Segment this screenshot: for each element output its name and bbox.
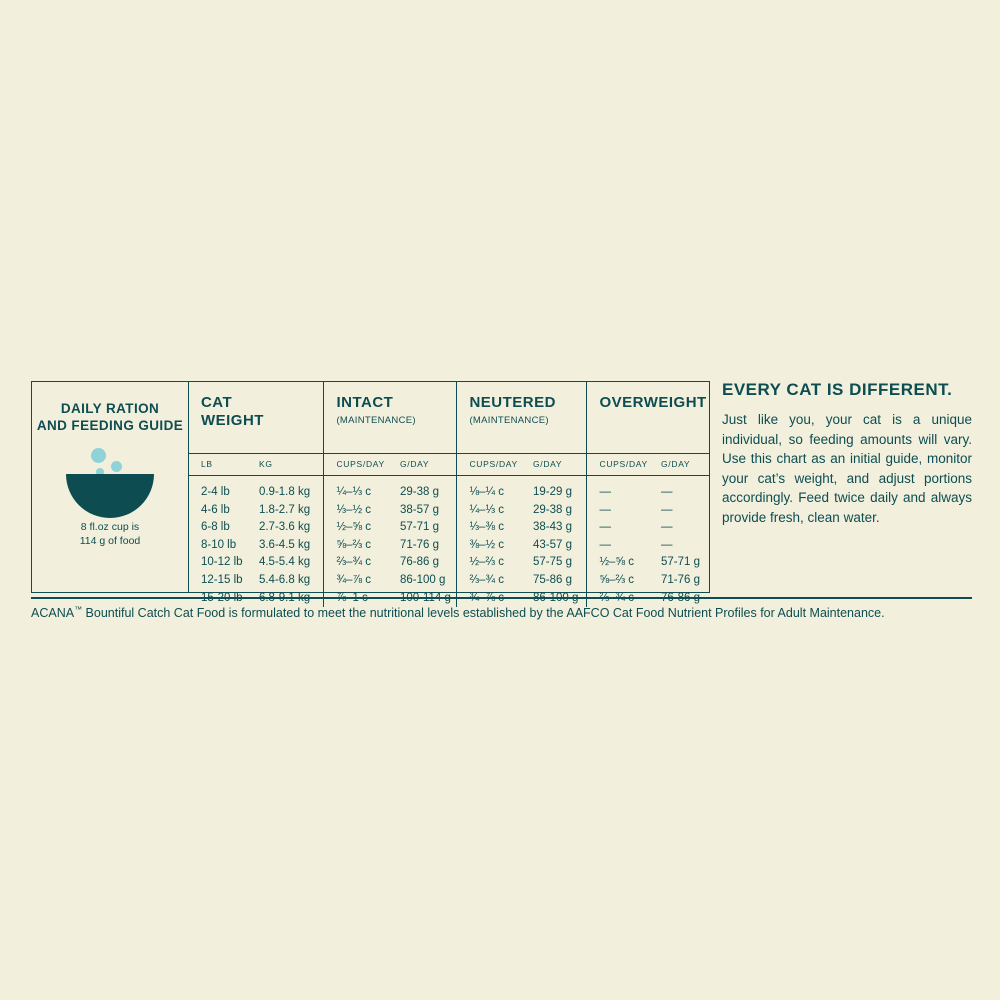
cell-intact-grams: 57-71 g	[399, 521, 439, 534]
group-header-overweight	[587, 382, 709, 454]
cell-overweight-grams: —	[660, 486, 673, 498]
cell-weight-lb: 4-6 lb	[200, 503, 230, 516]
cell-overweight-cups: ⅝–⅔ c	[587, 572, 653, 590]
column-header-intact-grams: G/DAY	[392, 454, 457, 476]
column-header-lb: LB	[189, 454, 251, 476]
cell-overweight-cups: ½–⅝ c	[587, 554, 653, 572]
cell-neutered-cups: ⅛–¼ c	[457, 476, 525, 502]
cell-neutered-grams: 75-86 g	[532, 573, 572, 586]
section-body: Just like you, your cat is a unique individual, so feeding amounts will vary. Use this chart as an initial guide, monitor your cat’s weight, and adjust portions accordingly. Feed twice daily and always provide fresh, clean water.	[722, 412, 972, 525]
cup-note-line1: 8 fl.oz cup is	[80, 521, 140, 533]
table-column-header-row	[189, 454, 709, 476]
group-header-sub: (MAINTENANCE)	[469, 415, 549, 426]
cell-weight-kg: 1.8-2.7 kg	[258, 503, 311, 516]
cell-neutered-grams: 38-43 g	[532, 521, 572, 534]
column-header-overweight-grams: G/DAY	[653, 454, 709, 476]
cell-intact-grams: 71-76 g	[399, 538, 439, 551]
table-row	[189, 502, 709, 520]
cell-weight-kg: 4.5-5.4 kg	[258, 556, 311, 569]
cup-note-line2: 114 g of food	[79, 535, 141, 547]
group-header-cat-weight	[189, 382, 324, 454]
kibble-icon	[91, 448, 106, 463]
column-header-overweight-cups: CUPS/DAY	[587, 454, 653, 476]
guide-left-panel	[32, 382, 189, 592]
group-header-line1: OVERWEIGHT	[599, 394, 707, 411]
cell-intact-cups: ½–⅝ c	[324, 519, 392, 537]
group-header-line1: INTACT	[336, 394, 394, 411]
cell-neutered-grams: 57-75 g	[532, 556, 572, 569]
cell-weight-kg: 5.4-6.8 kg	[258, 573, 311, 586]
cell-neutered-cups: ½–⅔ c	[457, 554, 525, 572]
cell-intact-cups: ⅝–⅔ c	[324, 537, 392, 555]
cell-neutered-cups: ⅜–½ c	[457, 537, 525, 555]
column-header-neutered-cups: CUPS/DAY	[457, 454, 525, 476]
every-cat-is-different-section	[722, 380, 972, 527]
kibble-icon	[111, 461, 122, 472]
cell-weight-kg: 0.9-1.8 kg	[258, 486, 311, 498]
column-header-intact-cups: CUPS/DAY	[324, 454, 392, 476]
feeding-table-wrap	[189, 382, 709, 592]
cell-neutered-grams: 19-29 g	[532, 486, 572, 498]
cell-weight-lb: 6-8 lb	[200, 521, 230, 534]
aafco-statement-text: Bountiful Catch Cat Food is formulated to meet the nutritional levels established by the AAFCO Cat Food Nutrient Profiles for Adult Maintenance.	[82, 606, 885, 621]
cell-intact-cups: ¾–⅞ c	[324, 572, 392, 590]
cell-overweight-grams: 57-71 g	[660, 556, 700, 569]
cell-intact-grams: 76-86 g	[399, 556, 439, 569]
cell-overweight-cups: —	[587, 537, 653, 555]
column-header-neutered-grams: G/DAY	[525, 454, 587, 476]
group-header-line2: WEIGHT	[200, 412, 264, 429]
cell-intact-cups: ⅔–¾ c	[324, 554, 392, 572]
cell-overweight-grams: —	[660, 538, 673, 551]
table-row	[189, 537, 709, 555]
cell-intact-cups: ¼–⅓ c	[324, 476, 392, 502]
table-group-header-row	[189, 382, 709, 454]
bowl-shape-icon	[66, 474, 154, 518]
cell-overweight-cups: —	[587, 502, 653, 520]
panel-title	[32, 400, 188, 434]
footer-divider	[31, 597, 972, 599]
cell-weight-lb: 8-10 lb	[200, 538, 237, 551]
cell-overweight-grams: 71-76 g	[660, 573, 700, 586]
column-header-kg: KG	[251, 454, 324, 476]
cell-weight-kg: 2.7-3.6 kg	[258, 521, 311, 534]
feeding-table	[189, 382, 709, 476]
table-row	[189, 554, 709, 572]
trademark-symbol: ™	[74, 605, 83, 614]
cell-intact-cups: ⅓–½ c	[324, 502, 392, 520]
cell-overweight-grams: —	[660, 503, 673, 516]
cup-note	[32, 520, 188, 548]
cell-neutered-cups: ⅓–⅜ c	[457, 519, 525, 537]
cell-weight-lb: 2-4 lb	[200, 486, 230, 498]
group-header-neutered	[457, 382, 587, 454]
table-row	[189, 519, 709, 537]
aafco-statement	[31, 602, 972, 621]
cell-intact-grams: 38-57 g	[399, 503, 439, 516]
group-header-intact	[324, 382, 457, 454]
brand-name: ACANA	[31, 606, 75, 621]
feeding-table-body	[189, 476, 709, 607]
cell-overweight-grams: —	[660, 521, 673, 534]
cell-neutered-cups: ¼–⅓ c	[457, 502, 525, 520]
cell-weight-lb: 10-12 lb	[200, 556, 243, 569]
cell-neutered-grams: 43-57 g	[532, 538, 572, 551]
group-header-line1: CAT	[200, 394, 233, 411]
food-bowl-icon	[60, 446, 160, 514]
group-header-sub: (MAINTENANCE)	[336, 415, 416, 426]
cell-overweight-cups: —	[587, 519, 653, 537]
cell-neutered-grams: 29-38 g	[532, 503, 572, 516]
panel-title-line2: AND FEEDING GUIDE	[36, 418, 184, 433]
cell-weight-lb: 12-15 lb	[200, 573, 243, 586]
group-header-line1: NEUTERED	[469, 394, 556, 411]
table-row	[189, 476, 709, 502]
daily-ration-feeding-guide	[31, 381, 710, 593]
panel-title-line1: DAILY RATION	[60, 401, 160, 416]
cell-intact-grams: 29-38 g	[399, 486, 439, 498]
section-heading: EVERY CAT IS DIFFERENT.	[722, 380, 953, 399]
cell-intact-grams: 86-100 g	[399, 573, 446, 586]
cell-weight-kg: 3.6-4.5 kg	[258, 538, 311, 551]
cell-neutered-cups: ⅔–¾ c	[457, 572, 525, 590]
table-row	[189, 572, 709, 590]
cell-overweight-cups: —	[587, 476, 653, 502]
